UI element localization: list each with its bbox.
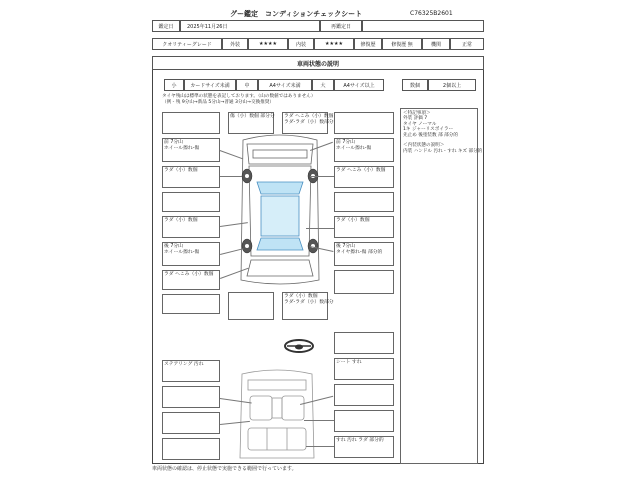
repair-label-cell (354, 38, 382, 50)
section-title: 車両状態の説明 (296, 60, 339, 68)
exterior-box-right-7 (334, 270, 394, 294)
interior-label-cell (288, 38, 314, 50)
tire-note-2: （例 - 残 9分山→新品 5分山→普通 3分山→交換推奨） (162, 100, 274, 105)
date-label: 鑑定日 (158, 23, 174, 30)
odometer-label-cell (422, 38, 450, 50)
sheet-title: グー鑑定 コンディションチェックシート (230, 10, 363, 18)
exterior-stars-cell (248, 38, 288, 50)
interior-stars: ★★★★ (325, 41, 343, 47)
steering-wheel-icon (283, 338, 315, 354)
legend-count-desc-cell (428, 79, 476, 91)
leader-line (220, 176, 242, 177)
interior-label-right-5: すれ 汚れ ラダ 部分的 (336, 438, 384, 443)
exterior-label-left-6: 後 7分山 ホイール擦れ-傷 (164, 244, 200, 255)
exterior-label-left-7: ラダ へこみ（小）数個 (164, 272, 214, 277)
interior-box-left-3 (162, 412, 220, 434)
car-interior-diagram (232, 368, 322, 464)
legend-large-desc-cell (334, 79, 384, 91)
exterior-label-cell (222, 38, 248, 50)
odometer-value-cell (450, 38, 484, 50)
legend-medium-cell (236, 79, 258, 91)
repair-value: 修復歴 無 (391, 41, 413, 48)
legend-small-desc-cell (184, 79, 236, 91)
exterior-label-right-2: 前 7分山 ホイール擦れ-傷 (336, 140, 372, 151)
date-value: 2025年11月26日 (187, 23, 228, 30)
legend-count-desc: 2個以上 (442, 82, 462, 89)
remarks-text: ＜特記事項＞ 外装 評価 7 タイヤ ノーマル 1キ ジャーリスポイラー 先止め 後塗装数 部 部分的 ＜内装状態の説明＞ 内装 ハンドル 汚れ・すれ キズ 部分的 (403, 111, 483, 154)
sheet-code: C76325B2601 (410, 10, 453, 17)
legend-count: 数個 (409, 82, 420, 89)
leader-line (310, 176, 334, 177)
legend-medium-desc-cell (258, 79, 312, 91)
reinspect-label-cell (320, 20, 362, 32)
odometer-label: 機関 (430, 41, 441, 48)
remarks-box (400, 108, 478, 464)
interior-label: 内装 (295, 41, 306, 48)
legend-small-desc: カードサイズ未満 (190, 82, 230, 89)
exterior-label-right-3: ラダ へこみ（小）数個 (336, 168, 386, 173)
legend-large-desc: A4サイズ以上 (343, 82, 375, 89)
legend-large: 大 (320, 82, 326, 89)
interior-box-right-3 (334, 384, 394, 406)
exterior-box-bottom-1 (228, 292, 274, 320)
leader-line (306, 228, 334, 229)
interior-box-left-4 (162, 438, 220, 460)
car-glass (257, 182, 303, 250)
date-value-cell (180, 20, 320, 32)
car-top-view-diagram (225, 130, 335, 290)
grade-label-cell (152, 38, 222, 50)
interior-stars-cell (314, 38, 354, 50)
date-label-cell (152, 20, 180, 32)
interior-label-right-2: シート すれ (336, 360, 362, 365)
exterior-label-left-5: ラダ（小）数個 (164, 218, 198, 223)
exterior-box-left-8 (162, 294, 220, 314)
odometer-value: 正常 (461, 41, 472, 48)
exterior-stars: ★★★★ (259, 41, 277, 47)
interior-box-left-2 (162, 386, 220, 408)
legend-small: 小 (171, 82, 177, 89)
legend-medium-desc: A4サイズ未満 (269, 82, 301, 89)
interior-box-right-1 (334, 332, 394, 354)
exterior-label-top-2: ラダ へこみ（小）数個 ラダ-ラダ（小）数部分 (284, 114, 334, 125)
legend-small-cell (164, 79, 184, 91)
legend-count-cell (402, 79, 428, 91)
legend-large-cell (312, 79, 334, 91)
exterior-label: 外装 (229, 41, 240, 48)
reinspect-label: 再鑑定日 (330, 23, 351, 30)
exterior-box-right-4 (334, 192, 394, 212)
exterior-label-bottom-2: ラダ（小）数個 ラダ-ラダ（小）数部分 (284, 294, 334, 305)
repair-label: 修復歴 (360, 41, 376, 48)
grade-label: クオリティーグレード (162, 41, 212, 48)
interior-label-left-1: ステアリング 汚れ (164, 362, 204, 367)
exterior-label-left-3: ラダ（小）数個 (164, 168, 198, 173)
tire-note-1: タイヤ残山は標準の状態を表記しております。（山の数値ではありません） (162, 94, 316, 99)
leader-line (306, 446, 334, 447)
interior-box-right-4 (334, 410, 394, 432)
exterior-box-left-4 (162, 192, 220, 212)
leader-line (304, 420, 334, 421)
exterior-box-right-1 (334, 112, 394, 134)
footer-note: 車両状態の確認は、停止状態で実施できる範囲で行っています。 (152, 466, 297, 472)
repair-value-cell (382, 38, 422, 50)
exterior-label-right-6: 後 7分山 タイヤ擦れ-傷 部分的 (336, 244, 383, 255)
exterior-label-left-2: 前 7分山 ホイール擦れ-傷 (164, 140, 200, 151)
exterior-label-right-5: ラダ（小）数個 (336, 218, 370, 223)
exterior-box-left-1 (162, 112, 220, 134)
exterior-label-top-1: 傷（小）数個 部分分 (230, 114, 275, 119)
legend-medium: 中 (244, 82, 250, 89)
section-title-cell (152, 56, 484, 70)
reinspect-value-cell (362, 20, 484, 32)
